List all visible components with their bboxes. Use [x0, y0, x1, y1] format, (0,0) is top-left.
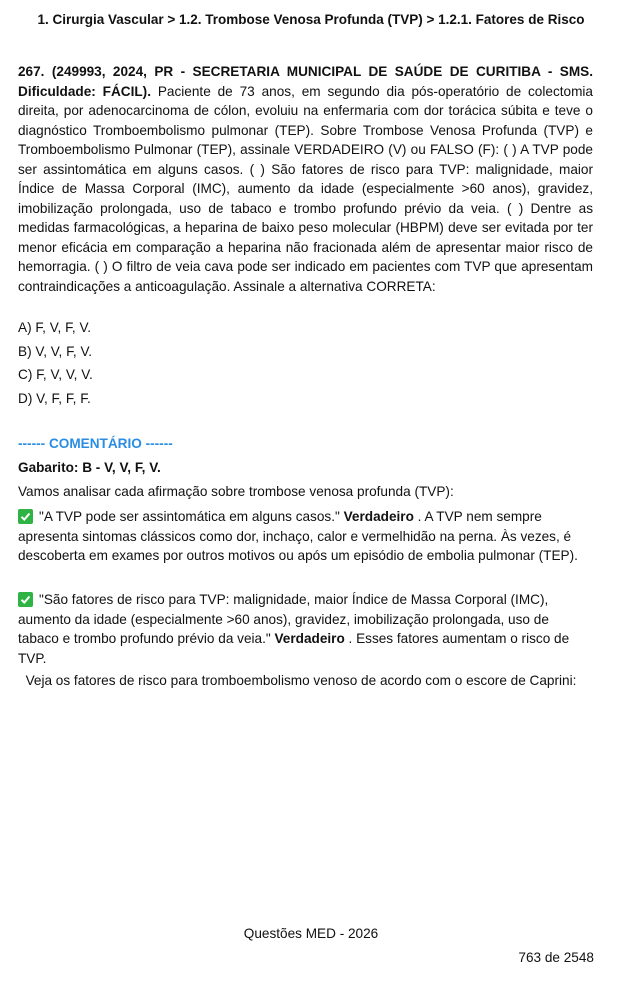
comment-item-2: [18, 590, 593, 668]
item-1-verdict: Verdadeiro: [343, 509, 414, 524]
item-1-text: . A TVP nem sempre apresenta sintomas clássicos como dor, inchaço, calor e vermelhidão na perna. Às vezes, é descoberta em exames por outros motivos ou após um episódio de embolia pulmonar (TEP).: [18, 509, 578, 563]
item-1-quote: "A TVP pode ser assintomática em alguns casos.": [39, 509, 340, 524]
item-2-text: . Esses fatores aumentam o risco de TVP.: [18, 631, 570, 666]
footer-source: Questões MED - 2026: [243, 926, 379, 941]
answer-options: [18, 318, 93, 412]
comment-title: ------ COMENTÁRIO ------: [18, 436, 173, 451]
option-b[interactable]: B) V, V, F, V.: [18, 343, 93, 359]
page-number: 763 de 2548: [518, 950, 594, 965]
question-body: Paciente de 73 anos, em segundo dia pós-operatório de colectomia direita, por adenocarcinoma de cólon, evoluiu na enfermaria com dor torácica súbita e teve o diagnóstico Tromboembolismo pulmonar (TEP). Sobre Trombose Venosa Profunda (TVP) e Tromboembolismo Pulmonar (TEP), assinale VERDADEIRO (V) ou FALSO (F): ( ) A TVP pode ser assintomática em alguns casos. ( ) São fatores de risco para TVP: malignidade, maior Índice de Massa Corporal (IMC), aumento da idade (especialmente >60 anos), gravidez, imobilização prolongada, uso de tabaco e trombo profundo prévio da veia. ( ) Dentre as medidas farmacológicas, a heparina de baixo peso molecular (HBPM) deve ser evitada por ter menor eficácia em comparação a heparina não fracionada além de apresentar maior risco de hemorragia. ( ) O filtro de veia cava pode ser indicado em pacientes com TVP que apresentam contraindicações a anticoagulação. Assinale a alternativa CORRETA:: [18, 83, 593, 294]
question-heading: 267. (249993, 2024, PR - SECRETARIA MUNICIPAL DE SAÚDE DE CURITIBA - SMS. Dificuldade: FÁCIL).: [18, 64, 593, 99]
check-icon: [18, 509, 33, 524]
option-d[interactable]: D) V, F, F, F.: [18, 390, 91, 406]
option-a[interactable]: A) F, V, F, V.: [18, 320, 92, 335]
item-2-verdict: Verdadeiro: [274, 631, 345, 646]
answer-key: Gabarito: B - V, V, F, V.: [18, 460, 161, 475]
breadcrumb: 1. Cirurgia Vascular > 1.2. Trombose Venosa Profunda (TVP) > 1.2.1. Fatores de Risco: [37, 12, 585, 27]
caprini-note: [18, 671, 593, 691]
option-c[interactable]: C) F, V, V, V.: [18, 367, 93, 382]
item-2-quote: "São fatores de risco para TVP: malignidade, maior Índice de Massa Corporal (IMC), aumento da idade (especialmente >60 anos), gravidez, imobilização prolongada, uso de tabaco e trombo profundo prévio da veia.": [18, 592, 549, 646]
caprini-text: Veja os fatores de risco para tromboembolismo venoso de acordo com o escore de Caprini:: [25, 673, 577, 688]
comment-intro: Vamos analisar cada afirmação sobre trombose venosa profunda (TVP):: [18, 484, 454, 499]
comment-item-1: [18, 507, 593, 566]
check-icon: [18, 592, 33, 607]
question-text: [18, 62, 593, 296]
